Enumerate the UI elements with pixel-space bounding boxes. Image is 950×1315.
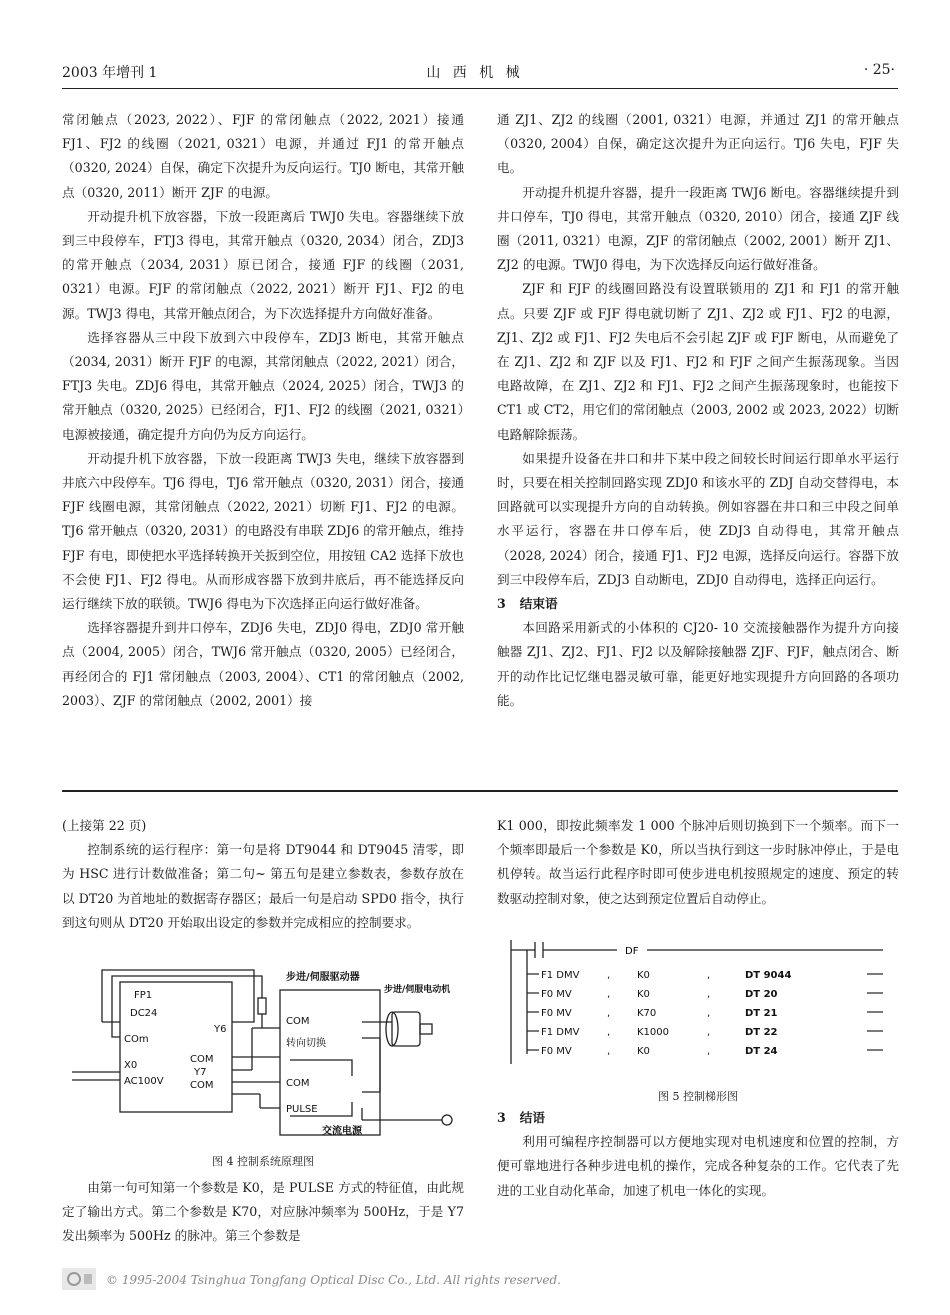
ladder-constant: K1000 <box>637 1027 670 1038</box>
ladder-constant: K70 <box>637 1008 657 1019</box>
ladder-register: DT 9044 <box>745 970 792 981</box>
article-separator <box>62 790 898 792</box>
power-label: 交流电源 <box>322 1126 362 1137</box>
ladder-register: DT 24 <box>745 1046 778 1057</box>
section-number: 3 <box>497 596 506 612</box>
section-heading <box>497 1106 899 1130</box>
plc-label: X0 <box>124 1060 138 1071</box>
ladder-separator: , <box>607 970 611 981</box>
figure5-caption: 图 5 控制梯形图 <box>658 1090 738 1103</box>
paragraph: 如果提升设备在井口和井下某中段之间较长时间运行即单水平运行时，只要在相关控制回路实现 ZDJ0 和该水平的 ZDJ 自动交替得电，本回路就可以实现提升方向的自动转换。例如容器在井口和三中段之间单水平运行，容器在井口停车后，使 ZDJ3 自动得电，其常开触点（2028, 2024）闭合，接通 FJ1、FJ2 电源，选择反向运行。容器下放到三中段停车后，ZDJ3 自动断电，ZDJ0 自动得电，选择正向运行。 <box>497 450 899 587</box>
paragraph: ZJF 和 FJF 的线圈回路没有设置联锁用的 ZJ1 和 FJ1 的常开触点。只要 ZJF 或 FJF 得电就切断了 ZJ1、ZJ2 或 FJ1、FJ2 的电源，ZJ1、ZJ2 或 FJ1、FJ2 失电后不会引起 ZJF 或 FJF 断电，从而避免了在 ZJ1、ZJ2 和 ZJF 以及 FJ1、FJ2 和 FJF 之间产生振荡现象。当因电路故障，在 ZJ1、ZJ2 和 FJ1、FJ2 之间产生振荡现象时，也能按下 CT1 或 CT2，用它们的常闭触点（2003, 2002 或 2023, 2022）切断电路解除振荡。 <box>497 281 899 442</box>
paragraph: 常闭触点（2023, 2022）、FJF 的常闭触点（2022, 2021）接通 FJ1、FJ2 的线圈（2021, 0321）电源，并通过 FJ1 的常开触点（0320, 2024）自保，确定下次提升为反向运行。TJ0 断电，其常开触点（0320, 2011）断开 ZJF 的电源。 <box>62 112 464 200</box>
plc-output: Y6 <box>214 1024 227 1035</box>
continued-note: (上接第 22 页) <box>62 818 147 833</box>
header-rule <box>62 88 898 89</box>
top-right-column <box>497 108 899 713</box>
plc-output: Y7 <box>194 1067 207 1078</box>
ladder-separator: , <box>707 1027 711 1038</box>
top-left-column <box>62 108 464 713</box>
paragraph: 开动提升机下放容器，下放一段距离后 TWJ0 失电。容器继续下放到三中段停车，FTJ3 得电，其常开触点（0320, 2034）闭合，ZDJ3 的常开触点（2034, 2031）原已闭合，接通 FJF 的线圈（2031, 0321）电源。FJF 的常闭触点（2022, 2021）断开 FJ1、FJ2 的电源。TWJ3 得电，其常开触点闭合，为下次选择提升方向做好准备。 <box>62 208 464 321</box>
control-system-diagram <box>62 962 464 1142</box>
ladder-separator: , <box>607 1008 611 1019</box>
ladder-separator: , <box>607 1027 611 1038</box>
ladder-op: F0 MV <box>541 1046 572 1057</box>
ladder-op: F0 MV <box>541 989 572 1000</box>
journal-issue: 2003 年增刊 1 <box>62 65 158 81</box>
driver-label: COM <box>286 1016 310 1027</box>
paragraph: 开动提升机提升容器，提升一段距离 TWJ6 断电。容器继续提升到井口停车，TJ0 得电，其常开触点（0320, 2010）闭合，接通 ZJF 线圈（2011, 0321）电源，ZJF 的常闭触点（2002, 2001）断开 ZJ1、ZJ2 的电源。TWJ0 得电，为下次选择反向运行做好准备。 <box>497 184 899 273</box>
figure4-caption: 图 4 控制系统原理图 <box>212 1155 314 1168</box>
plc-label: COm <box>124 1034 149 1045</box>
conclusion-paragraph: 利用可编程序控制器可以方便地实现对电机速度和位置的控制，方便可靠地进行各种步进电机的操作，完成各种复杂的工作。它代表了先进的工业自动化革命，加速了机电一体化的实现。 <box>497 1134 899 1198</box>
driver-label: 转向切换 <box>286 1038 326 1049</box>
ladder-register: DT 21 <box>745 1008 778 1019</box>
ladder-register: DT 22 <box>745 1027 778 1038</box>
ladder-rung <box>527 1046 883 1057</box>
section-heading <box>497 592 899 616</box>
bottom-left-column <box>62 814 464 935</box>
ladder-separator: , <box>707 970 711 981</box>
paragraph: K1 000，即按此频率发 1 000 个脉冲后则切换到下一个频率。而下一个频率即最后一个参数是 K0，所以当执行到这一步时脉冲停止，于是电机停转。故当运行此程序时即可使步进电机按照规定的速度、预定的转数驱动控制对象，使之达到预定位置后自动停止。 <box>497 818 899 906</box>
bottom-right-continued <box>497 1106 899 1203</box>
ladder-rung <box>527 989 883 1000</box>
paragraph: 开动提升机下放容器，下放一段距离 TWJ3 失电，继续下放容器到井底六中段停车。TJ6 得电，TJ6 常开触点（0320, 2031）闭合，接通 FJF 线圈电源，其常闭触点（2022, 2021）切断 FJ1、FJ2 的电源。TJ6 常开触点（0320, 2031）的电路没有串联 ZDJ6 的常开触点，维持 FJF 有电，即使把水平选择转换开关扳到空位，用按钮 CA2 选择下放也不会使 FJ1、FJ2 得电。从而形成容器下放到井底后，再不能选择反向运行继续下放的联锁。TWJ6 得电为下次选择正向运行做好准备。 <box>62 450 464 612</box>
ladder-rung <box>527 1027 883 1038</box>
page-number: · 25· <box>863 62 895 78</box>
plc-label: FP1 <box>134 990 153 1001</box>
ladder-constant: K0 <box>637 970 650 981</box>
journal-title: 山 西 机 械 <box>426 65 524 81</box>
driver-title: 步进/伺服驱动器 <box>286 972 360 983</box>
publisher-logo-icon <box>62 1268 96 1290</box>
ladder-separator: , <box>607 1046 611 1057</box>
ladder-constant: K0 <box>637 1046 650 1057</box>
copyright-footer <box>62 1268 762 1294</box>
conclusion-paragraph: 本回路采用新式的小体积的 CJ20- 10 交流接触器作为提升方向接触器 ZJ1、ZJ2、FJ1、FJ2 以及解除接触器 ZJF、FJF，触点闭合、断开的动作比记忆继电器灵敏可靠，能更好地实现提升方向回路的各项功能。 <box>497 620 899 708</box>
section-title: 结束语 <box>519 596 558 612</box>
ladder-diagram <box>497 934 899 1074</box>
copyright-text: © 1995-2004 Tsinghua Tongfang Optical Disc Co., Ltd. All rights reserved. <box>106 1273 561 1287</box>
bottom-right-column <box>497 814 899 911</box>
bottom-left-continued <box>62 1176 464 1249</box>
section-number: 3 <box>497 1110 506 1125</box>
plc-label: DC24 <box>130 1008 158 1019</box>
paragraph: 通 ZJ1、ZJ2 的线圈（2001, 0321）电源，并通过 ZJ1 的常开触点（0320, 2004）自保，确定这次提升为正向运行。TJ6 失电，FJF 失电。 <box>497 112 899 176</box>
driver-label: PULSE <box>286 1104 318 1115</box>
ladder-constant: K0 <box>637 989 650 1000</box>
plc-label: AC100V <box>124 1076 164 1087</box>
ladder-separator: , <box>707 989 711 1000</box>
paragraph: 选择容器提升到井口停车，ZDJ6 失电，ZDJ0 得电，ZDJ0 常开触点（2004, 2005）闭合，TWJ6 常开触点（0320, 2005）已经闭合，再经闭合的 FJ1 常闭触点（2003, 2004）、CT1 的常闭触点（2002, 2003）、ZJF 的常闭触点（2002, 2001）接 <box>62 620 464 708</box>
ladder-separator: , <box>707 1046 711 1057</box>
plc-output: COM <box>190 1080 214 1091</box>
driver-label: COM <box>286 1078 310 1089</box>
ladder-rung <box>527 1008 883 1019</box>
ladder-separator: , <box>607 989 611 1000</box>
paragraph: 选择容器从三中段下放到六中段停车，ZDJ3 断电，其常开触点（2034, 2031）断开 FJF 的电源，其常闭触点（2022, 2021）闭合，FTJ3 失电。ZDJ6 得电，其常开触点（2024, 2025）闭合，TWJ3 的常开触点（0320, 2025）已经闭合，FJ1、FJ2 的线圈（2021, 0321）电源被接通，确定提升方向仍为反方向运行。 <box>62 329 464 442</box>
ladder-rung <box>527 970 883 981</box>
paragraph: 控制系统的运行程序：第一句是将 DT9044 和 DT9045 清零，即为 HSC 进行计数做准备；第二句~ 第五句是建立参数表，参数存放在以 DT20 为首地址的数据寄存器区；最后一句是启动 SPD0 指令，执行到这句则从 DT20 开始取出设定的参数并完成相应的控制要求。 <box>62 842 464 930</box>
ladder-op: F0 MV <box>541 1008 572 1019</box>
ladder-op: F1 DMV <box>541 970 580 981</box>
section-title: 结语 <box>519 1110 545 1125</box>
plc-box <box>120 982 232 1112</box>
plc-output: COM <box>190 1054 214 1065</box>
motor-title: 步进/伺服电动机 <box>384 985 451 995</box>
ladder-register: DT 20 <box>745 989 778 1000</box>
ladder-instruction: DF <box>625 946 639 957</box>
ladder-separator: , <box>707 1008 711 1019</box>
paragraph: 由第一句可知第一个参数是 K0，是 PULSE 方式的特征值，由此规定了输出方式。第二个参数是 K70，对应脉冲频率为 500Hz，于是 Y7 发出频率为 500Hz 的脉冲。第三个参数是 <box>62 1180 464 1244</box>
ladder-op: F1 DMV <box>541 1027 580 1038</box>
